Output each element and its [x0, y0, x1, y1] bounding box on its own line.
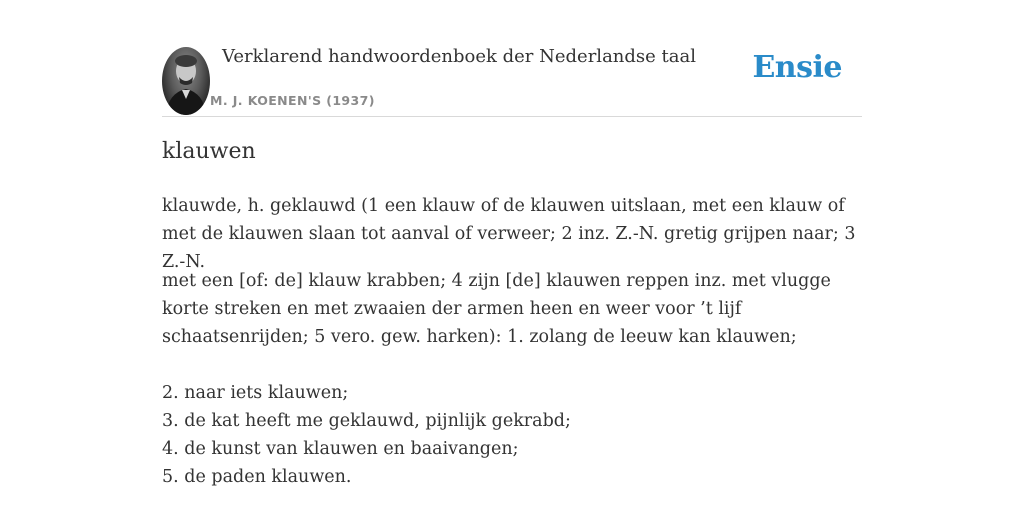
example-list — [162, 379, 571, 491]
example-item: 5. de paden klauwen. — [162, 467, 352, 487]
page — [162, 0, 862, 512]
author-portrait-icon — [162, 47, 210, 115]
example-item: 4. de kunst van klauwen en baaivangen; — [162, 439, 519, 459]
brand-logo-link[interactable]: Ensie — [752, 50, 842, 85]
entry-headword: klauwen — [162, 139, 256, 164]
book-header — [162, 0, 862, 117]
entry-definition-paragraph: klauwde, h. geklauwd (1 een klauw of de klauwen uitslaan, met een klauw of met de klauwen slaan tot aanval of verweer; 2 inz. Z.-N. gretig grijpen naar; 3 Z.-N. — [162, 196, 856, 272]
author-label: M. J. KOENEN'S (1937) — [210, 93, 375, 108]
example-item: 3. de kat heeft me geklauwd, pijnlijk gekrabd; — [162, 411, 571, 431]
entry-definition-paragraph: met een [of: de] klauw krabben; 4 zijn [de] klauwen reppen inz. met vlugge korte streken en met zwaaien der armen heen en weer voor ’t lijf schaatsenrijden; 5 vero. gew. harken): 1. zolang de leeuw kan klauwen; — [162, 271, 831, 347]
book-title: Verklarend handwoordenboek der Nederlandse taal — [222, 46, 696, 67]
example-item: 2. naar iets klauwen; — [162, 383, 349, 403]
